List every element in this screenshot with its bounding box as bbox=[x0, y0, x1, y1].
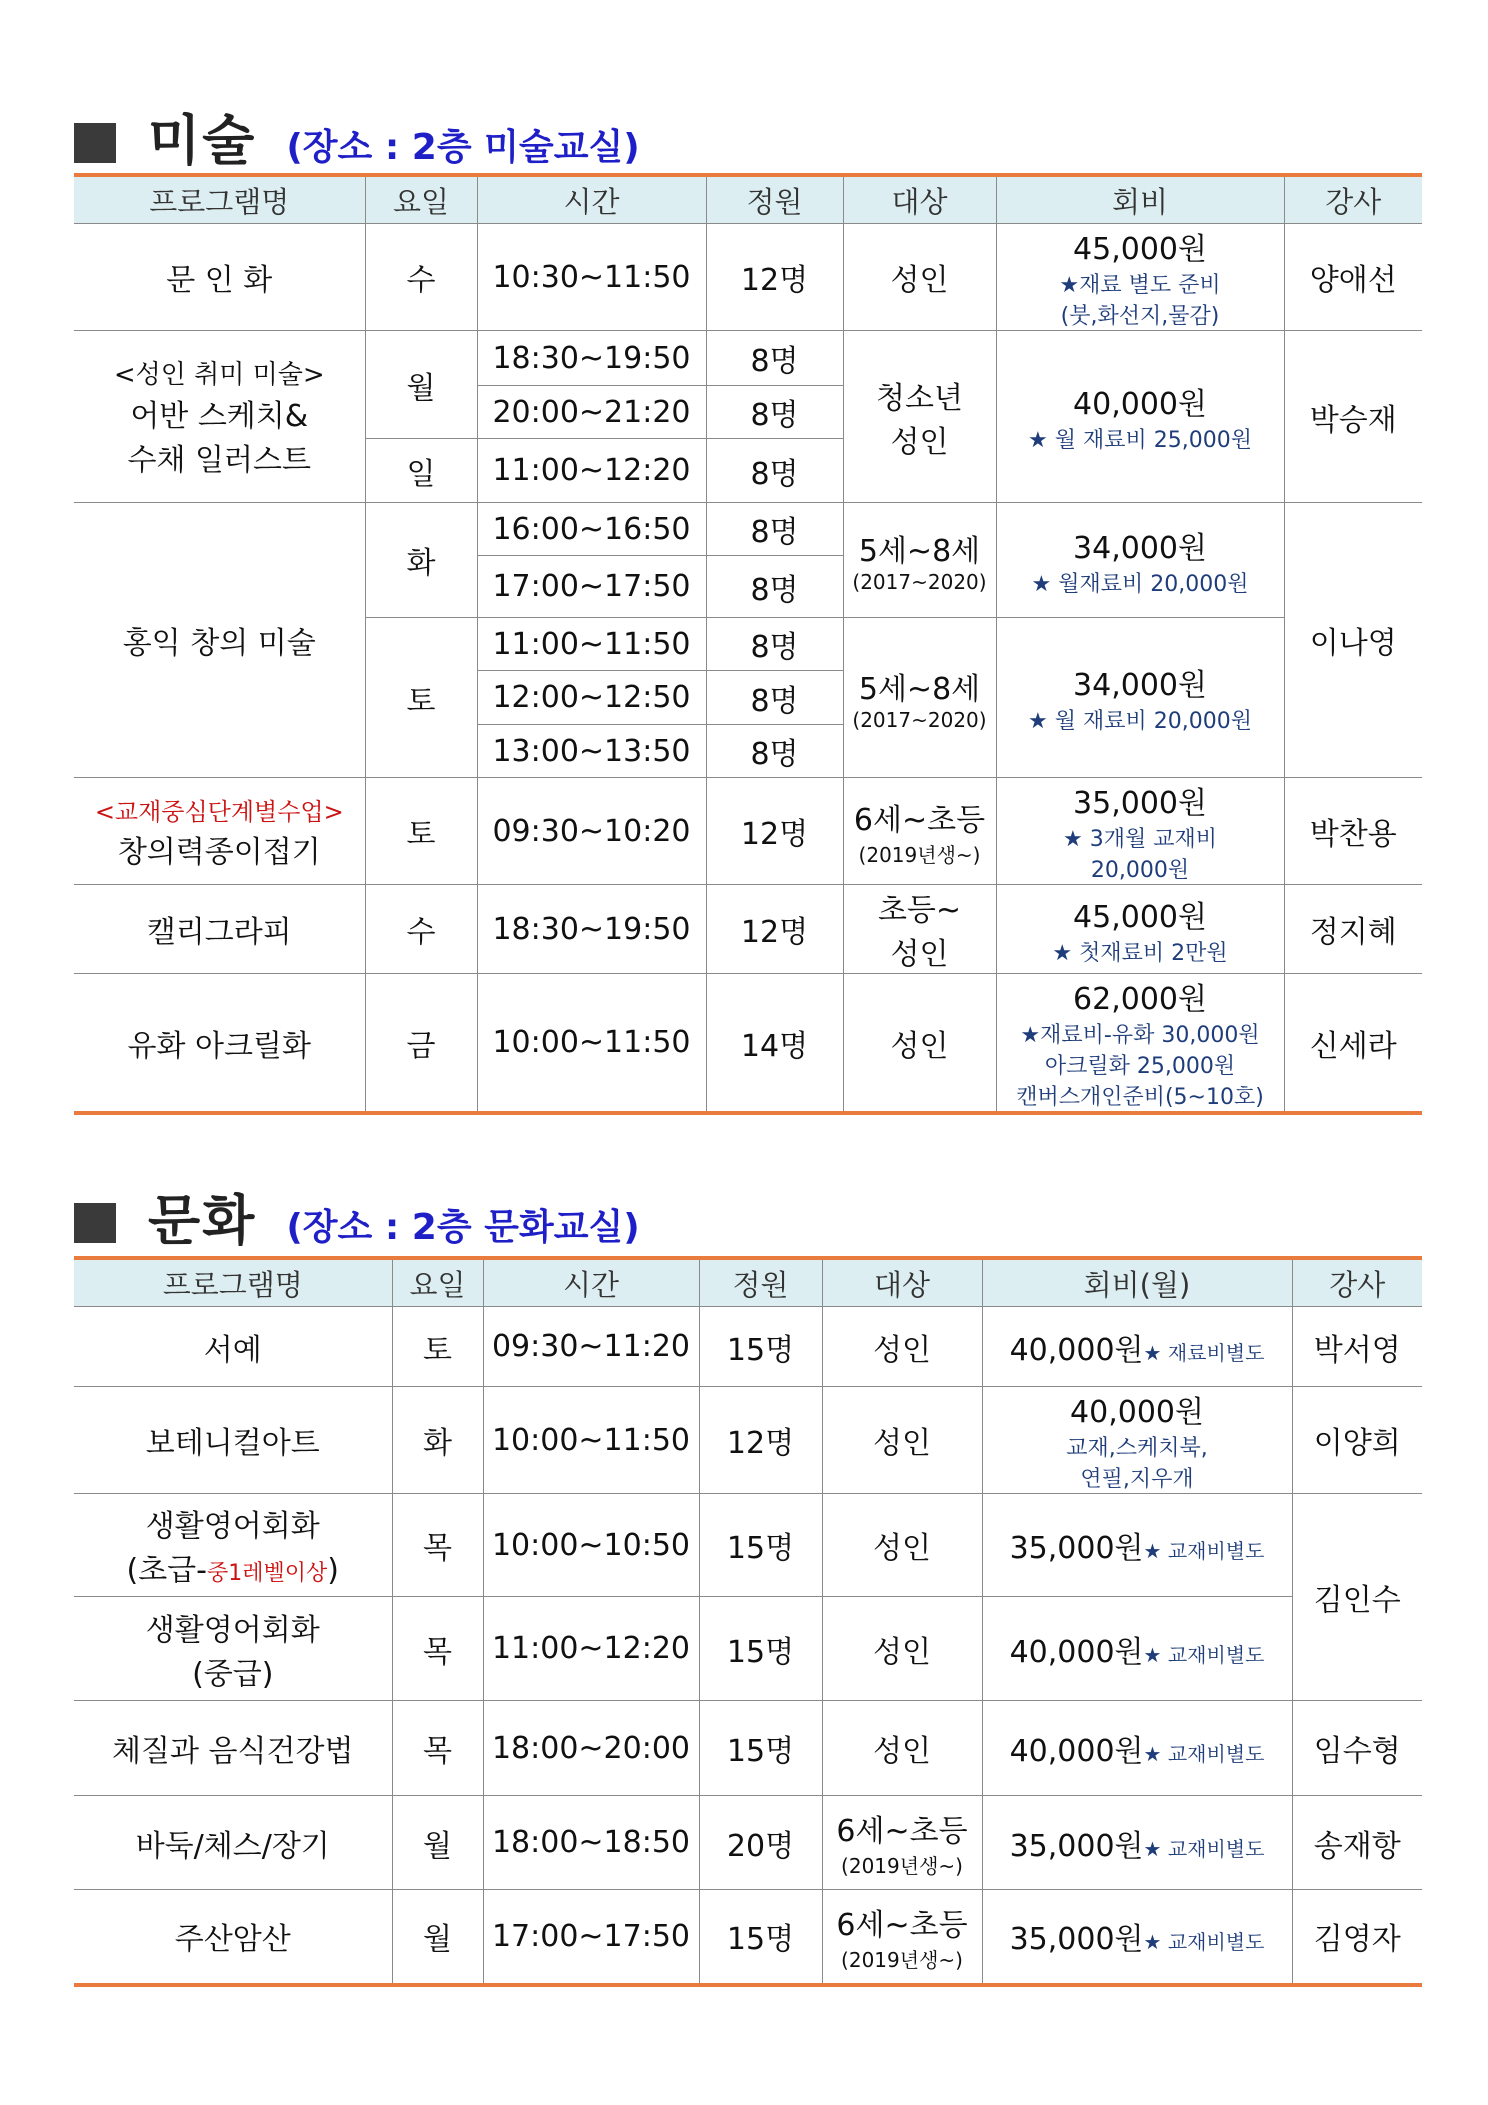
header-teacher: 강사 bbox=[1284, 175, 1422, 224]
fee-amount: 40,000원 bbox=[1070, 1395, 1204, 1430]
target-sub: (2017~2020) bbox=[852, 707, 987, 732]
day: 일 bbox=[365, 439, 477, 503]
fee-note: ★ 월 재료비 20,000원 bbox=[1028, 709, 1252, 734]
time: 17:00~17:50 bbox=[483, 1890, 699, 1985]
teacher: 양애선 bbox=[1284, 224, 1422, 331]
target: 성인 bbox=[822, 1701, 982, 1796]
time: 09:30~10:20 bbox=[477, 778, 706, 885]
culture-header-row bbox=[74, 1258, 1422, 1307]
capacity: 14명 bbox=[706, 974, 843, 1114]
day: 토 bbox=[365, 618, 477, 778]
header-capacity: 정원 bbox=[706, 175, 843, 224]
culture-section-title bbox=[74, 1178, 640, 1255]
header-target: 대상 bbox=[843, 175, 996, 224]
program-line: 생활영어회화 bbox=[145, 1509, 320, 1544]
target: 성인 bbox=[822, 1387, 982, 1494]
time: 18:30~19:50 bbox=[477, 885, 706, 974]
capacity: 8명 bbox=[706, 671, 843, 725]
teacher: 정지혜 bbox=[1284, 885, 1422, 974]
fee bbox=[996, 331, 1284, 503]
fee-amount: 34,000원 bbox=[1073, 668, 1207, 703]
time: 20:00~21:20 bbox=[477, 386, 706, 439]
teacher: 이양희 bbox=[1292, 1387, 1422, 1494]
day: 수 bbox=[365, 224, 477, 331]
culture-location: (장소 : 2층 문화교실) bbox=[286, 1207, 640, 1248]
time: 16:00~16:50 bbox=[477, 503, 706, 556]
capacity: 15명 bbox=[699, 1307, 822, 1387]
table-row bbox=[74, 885, 1422, 974]
target bbox=[843, 778, 996, 885]
capacity: 15명 bbox=[699, 1597, 822, 1701]
fee bbox=[982, 1796, 1292, 1890]
capacity: 15명 bbox=[699, 1890, 822, 1985]
day: 금 bbox=[365, 974, 477, 1114]
program-line: 창의력종이접기 bbox=[117, 834, 321, 870]
square-bullet-icon bbox=[74, 1203, 116, 1243]
time: 18:00~18:50 bbox=[483, 1796, 699, 1890]
time: 10:30~11:50 bbox=[477, 224, 706, 331]
day: 월 bbox=[392, 1796, 483, 1890]
fee-note: 아크릴화 25,000원 bbox=[1044, 1054, 1236, 1079]
header-program: 프로그램명 bbox=[74, 175, 365, 224]
target-line: 성인 bbox=[890, 937, 949, 972]
teacher: 박찬용 bbox=[1284, 778, 1422, 885]
capacity: 12명 bbox=[706, 778, 843, 885]
teacher: 송재항 bbox=[1292, 1796, 1422, 1890]
fee bbox=[982, 1701, 1292, 1796]
table-row bbox=[74, 1307, 1422, 1387]
target: 성인 bbox=[822, 1597, 982, 1701]
fee-note: 교재,스케치북, bbox=[1066, 1436, 1208, 1461]
fee-amount: 35,000원 bbox=[1073, 786, 1207, 821]
target-line: 5세~8세 bbox=[858, 534, 981, 569]
target-sub: (2019년생~) bbox=[858, 842, 981, 867]
program-line: 수채 일러스트 bbox=[127, 443, 311, 478]
header-capacity: 정원 bbox=[699, 1258, 822, 1307]
target-line: 청소년 bbox=[876, 380, 963, 416]
capacity: 15명 bbox=[699, 1494, 822, 1597]
fee-note: ★ 교재비별도 bbox=[1143, 1642, 1265, 1667]
table-row bbox=[74, 1890, 1422, 1985]
time: 10:00~11:50 bbox=[477, 974, 706, 1114]
fee-amount: 40,000원 bbox=[1009, 1734, 1144, 1769]
table-row bbox=[74, 224, 1422, 331]
fee bbox=[982, 1307, 1292, 1387]
fee bbox=[982, 1890, 1292, 1985]
fee-amount: 40,000원 bbox=[1009, 1332, 1144, 1368]
time: 10:00~10:50 bbox=[483, 1494, 699, 1597]
program-name: 서예 bbox=[74, 1307, 392, 1387]
program-subtitle: <성인 취미 미술> bbox=[113, 360, 325, 390]
fee-note: ★ 교재비별도 bbox=[1143, 1836, 1265, 1861]
fee bbox=[982, 1494, 1292, 1597]
fee-amount: 35,000원 bbox=[1009, 1922, 1144, 1958]
time: 18:30~19:50 bbox=[477, 331, 706, 386]
day: 수 bbox=[365, 885, 477, 974]
culture-title: 문화 bbox=[148, 1189, 257, 1252]
fee bbox=[982, 1387, 1292, 1494]
header-time: 시간 bbox=[477, 175, 706, 224]
target bbox=[843, 503, 996, 618]
program-level-close: ) bbox=[327, 1553, 339, 1588]
header-fee: 회비(월) bbox=[982, 1258, 1292, 1307]
day: 월 bbox=[392, 1890, 483, 1985]
fee-note: ★재료비-유화 30,000원 bbox=[1020, 1023, 1260, 1048]
capacity: 8명 bbox=[706, 725, 843, 778]
target: 성인 bbox=[843, 974, 996, 1114]
fee-note: ★ 교재비별도 bbox=[1143, 1930, 1265, 1955]
fee-note: 캔버스개인준비(5~10호) bbox=[1016, 1085, 1264, 1110]
fee-note: ★재료 별도 준비 bbox=[1059, 273, 1221, 298]
table-row bbox=[74, 974, 1422, 1114]
target bbox=[843, 885, 996, 974]
table-row bbox=[74, 1387, 1422, 1494]
art-table bbox=[74, 173, 1422, 1115]
culture-table bbox=[74, 1256, 1422, 1987]
target: 성인 bbox=[843, 224, 996, 331]
target bbox=[843, 331, 996, 503]
teacher: 김영자 bbox=[1292, 1890, 1422, 1985]
header-program: 프로그램명 bbox=[74, 1258, 392, 1307]
art-section-title bbox=[74, 98, 640, 175]
fee-note: ★ 교재비별도 bbox=[1143, 1539, 1265, 1563]
program-line: 생활영어회화 bbox=[145, 1612, 320, 1648]
time: 12:00~12:50 bbox=[477, 671, 706, 725]
fee-note: 연필,지우개 bbox=[1080, 1467, 1194, 1492]
table-row bbox=[74, 1701, 1422, 1796]
capacity: 20명 bbox=[699, 1796, 822, 1890]
target-sub: (2019년생~) bbox=[841, 1947, 963, 1972]
capacity: 8명 bbox=[706, 439, 843, 503]
time: 13:00~13:50 bbox=[477, 725, 706, 778]
header-time: 시간 bbox=[483, 1258, 699, 1307]
square-bullet-icon bbox=[74, 123, 116, 163]
table-row bbox=[74, 1597, 1422, 1701]
art-title: 미술 bbox=[148, 109, 257, 172]
capacity: 8명 bbox=[706, 386, 843, 439]
table-row bbox=[74, 1796, 1422, 1890]
fee-amount: 35,000원 bbox=[1009, 1531, 1144, 1566]
day: 화 bbox=[365, 503, 477, 618]
fee bbox=[996, 974, 1284, 1114]
program-level-note: 중1레벨이상 bbox=[207, 1561, 328, 1586]
teacher: 박승재 bbox=[1284, 331, 1422, 503]
header-teacher: 강사 bbox=[1292, 1258, 1422, 1307]
program-name: 캘리그라피 bbox=[74, 885, 365, 974]
time: 10:00~11:50 bbox=[483, 1387, 699, 1494]
fee-amount: 34,000원 bbox=[1073, 530, 1207, 566]
fee-amount: 62,000원 bbox=[1073, 982, 1207, 1017]
program-name bbox=[74, 1597, 392, 1701]
day: 화 bbox=[392, 1387, 483, 1494]
fee-note: ★ 월재료비 20,000원 bbox=[1031, 571, 1249, 597]
time: 18:00~20:00 bbox=[483, 1701, 699, 1796]
program-name bbox=[74, 778, 365, 885]
fee-note: (붓,화선지,물감) bbox=[1060, 304, 1220, 329]
program-subtitle: <교재중심단계별수업> bbox=[94, 797, 344, 826]
program-name: 체질과 음식건강법 bbox=[74, 1701, 392, 1796]
target bbox=[822, 1796, 982, 1890]
program-name bbox=[74, 331, 365, 503]
day: 목 bbox=[392, 1597, 483, 1701]
target: 성인 bbox=[822, 1494, 982, 1597]
program-name: 문 인 화 bbox=[74, 224, 365, 331]
teacher: 임수형 bbox=[1292, 1701, 1422, 1796]
teacher: 이나영 bbox=[1284, 503, 1422, 778]
header-target: 대상 bbox=[822, 1258, 982, 1307]
fee bbox=[996, 778, 1284, 885]
fee bbox=[996, 224, 1284, 331]
program-line: 어반 스케치& bbox=[130, 399, 309, 434]
target-line: 성인 bbox=[890, 424, 949, 460]
program-name: 바둑/체스/장기 bbox=[74, 1796, 392, 1890]
target-line: 6세~초등 bbox=[836, 1907, 968, 1943]
day: 토 bbox=[365, 778, 477, 885]
fee-note: ★ 교재비별도 bbox=[1143, 1742, 1265, 1766]
day: 월 bbox=[365, 331, 477, 439]
capacity: 15명 bbox=[699, 1701, 822, 1796]
teacher: 신세라 bbox=[1284, 974, 1422, 1114]
time: 11:00~11:50 bbox=[477, 618, 706, 671]
table-row bbox=[74, 503, 1422, 556]
capacity: 12명 bbox=[706, 885, 843, 974]
fee bbox=[996, 503, 1284, 618]
time: 17:00~17:50 bbox=[477, 556, 706, 618]
fee bbox=[996, 885, 1284, 974]
target-line: 초등~ bbox=[877, 893, 962, 928]
fee-amount: 35,000원 bbox=[1009, 1828, 1144, 1864]
art-location: (장소 : 2층 미술교실) bbox=[286, 127, 640, 168]
target bbox=[843, 618, 996, 778]
capacity: 8명 bbox=[706, 503, 843, 556]
target: 성인 bbox=[822, 1307, 982, 1387]
fee-amount: 45,000원 bbox=[1073, 232, 1207, 267]
table-row bbox=[74, 778, 1422, 885]
fee-note: ★ 월 재료비 25,000원 bbox=[1028, 428, 1252, 453]
header-day: 요일 bbox=[392, 1258, 483, 1307]
program-line bbox=[78, 1545, 388, 1589]
fee-amount: 40,000원 bbox=[1009, 1634, 1144, 1670]
fee bbox=[996, 618, 1284, 778]
target bbox=[822, 1890, 982, 1985]
target-line: 5세~8세 bbox=[858, 671, 981, 707]
day: 목 bbox=[392, 1494, 483, 1597]
time: 11:00~12:20 bbox=[477, 439, 706, 503]
program-name bbox=[74, 1494, 392, 1597]
day: 토 bbox=[392, 1307, 483, 1387]
target-line: 6세~초등 bbox=[836, 1814, 968, 1849]
target-sub: (2017~2020) bbox=[852, 570, 987, 594]
header-day: 요일 bbox=[365, 175, 477, 224]
capacity: 8명 bbox=[706, 618, 843, 671]
fee-amount: 45,000원 bbox=[1073, 899, 1207, 935]
teacher: 박서영 bbox=[1292, 1307, 1422, 1387]
fee-note: ★ 3개월 교재비 bbox=[1063, 827, 1217, 852]
header-fee: 회비 bbox=[996, 175, 1284, 224]
day: 목 bbox=[392, 1701, 483, 1796]
program-name: 보테니컬아트 bbox=[74, 1387, 392, 1494]
program-level: (초급- bbox=[126, 1553, 207, 1588]
fee-note: ★ 첫재료비 2만원 bbox=[1052, 940, 1228, 966]
time: 11:00~12:20 bbox=[483, 1597, 699, 1701]
program-name: 유화 아크릴화 bbox=[74, 974, 365, 1114]
art-header-row bbox=[74, 175, 1422, 224]
teacher: 김인수 bbox=[1292, 1494, 1422, 1701]
table-row bbox=[74, 331, 1422, 386]
fee-amount: 40,000원 bbox=[1073, 387, 1207, 422]
table-row bbox=[74, 1494, 1422, 1597]
fee-note: ★ 재료비별도 bbox=[1143, 1340, 1265, 1365]
fee-note: 20,000원 bbox=[1090, 858, 1190, 883]
program-name: 홍익 창의 미술 bbox=[74, 503, 365, 778]
fee bbox=[982, 1597, 1292, 1701]
time: 09:30~11:20 bbox=[483, 1307, 699, 1387]
target-sub: (2019년생~) bbox=[841, 1854, 963, 1878]
program-line: (중급) bbox=[192, 1656, 274, 1692]
capacity: 12명 bbox=[706, 224, 843, 331]
capacity: 12명 bbox=[699, 1387, 822, 1494]
target-line: 6세~초등 bbox=[853, 802, 986, 838]
program-name: 주산암산 bbox=[74, 1890, 392, 1985]
capacity: 8명 bbox=[706, 331, 843, 386]
capacity: 8명 bbox=[706, 556, 843, 618]
